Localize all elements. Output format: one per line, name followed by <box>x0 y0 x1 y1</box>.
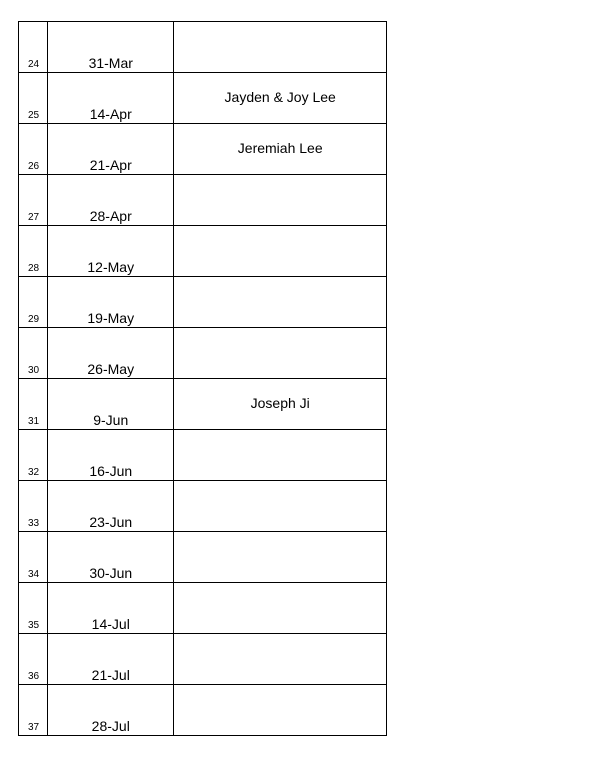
row-number: 34 <box>19 532 48 583</box>
row-date: 14-Apr <box>48 73 174 124</box>
row-number: 24 <box>19 22 48 73</box>
row-date: 19-May <box>48 277 174 328</box>
row-number: 29 <box>19 277 48 328</box>
row-number: 27 <box>19 175 48 226</box>
row-date: 21-Jul <box>48 634 174 685</box>
row-date: 28-Apr <box>48 175 174 226</box>
row-number: 36 <box>19 634 48 685</box>
row-date: 14-Jul <box>48 583 174 634</box>
row-name: Jayden & Joy Lee <box>174 73 387 124</box>
row-date: 16-Jun <box>48 430 174 481</box>
row-number: 25 <box>19 73 48 124</box>
row-number: 32 <box>19 430 48 481</box>
schedule-table <box>18 21 387 736</box>
schedule-table-body <box>19 22 387 736</box>
table-row <box>19 379 387 430</box>
row-date: 23-Jun <box>48 481 174 532</box>
row-date: 21-Apr <box>48 124 174 175</box>
row-name: Jeremiah Lee <box>174 124 387 175</box>
table-row <box>19 277 387 328</box>
row-name <box>174 481 387 532</box>
row-date: 30-Jun <box>48 532 174 583</box>
table-row <box>19 328 387 379</box>
row-name <box>174 685 387 736</box>
row-name <box>174 634 387 685</box>
row-number: 31 <box>19 379 48 430</box>
table-row <box>19 73 387 124</box>
table-row <box>19 583 387 634</box>
row-number: 35 <box>19 583 48 634</box>
row-name <box>174 175 387 226</box>
table-row <box>19 481 387 532</box>
table-row <box>19 226 387 277</box>
row-number: 37 <box>19 685 48 736</box>
row-name <box>174 277 387 328</box>
row-number: 28 <box>19 226 48 277</box>
row-date: 26-May <box>48 328 174 379</box>
table-row <box>19 634 387 685</box>
row-name <box>174 22 387 73</box>
table-row <box>19 430 387 481</box>
row-number: 26 <box>19 124 48 175</box>
table-row <box>19 532 387 583</box>
row-name <box>174 328 387 379</box>
table-row <box>19 685 387 736</box>
row-name <box>174 226 387 277</box>
table-row <box>19 175 387 226</box>
row-date: 12-May <box>48 226 174 277</box>
row-date: 31-Mar <box>48 22 174 73</box>
row-name <box>174 430 387 481</box>
table-row <box>19 22 387 73</box>
row-number: 30 <box>19 328 48 379</box>
row-name <box>174 583 387 634</box>
table-row <box>19 124 387 175</box>
row-name <box>174 532 387 583</box>
row-date: 9-Jun <box>48 379 174 430</box>
row-number: 33 <box>19 481 48 532</box>
row-date: 28-Jul <box>48 685 174 736</box>
row-name: Joseph Ji <box>174 379 387 430</box>
